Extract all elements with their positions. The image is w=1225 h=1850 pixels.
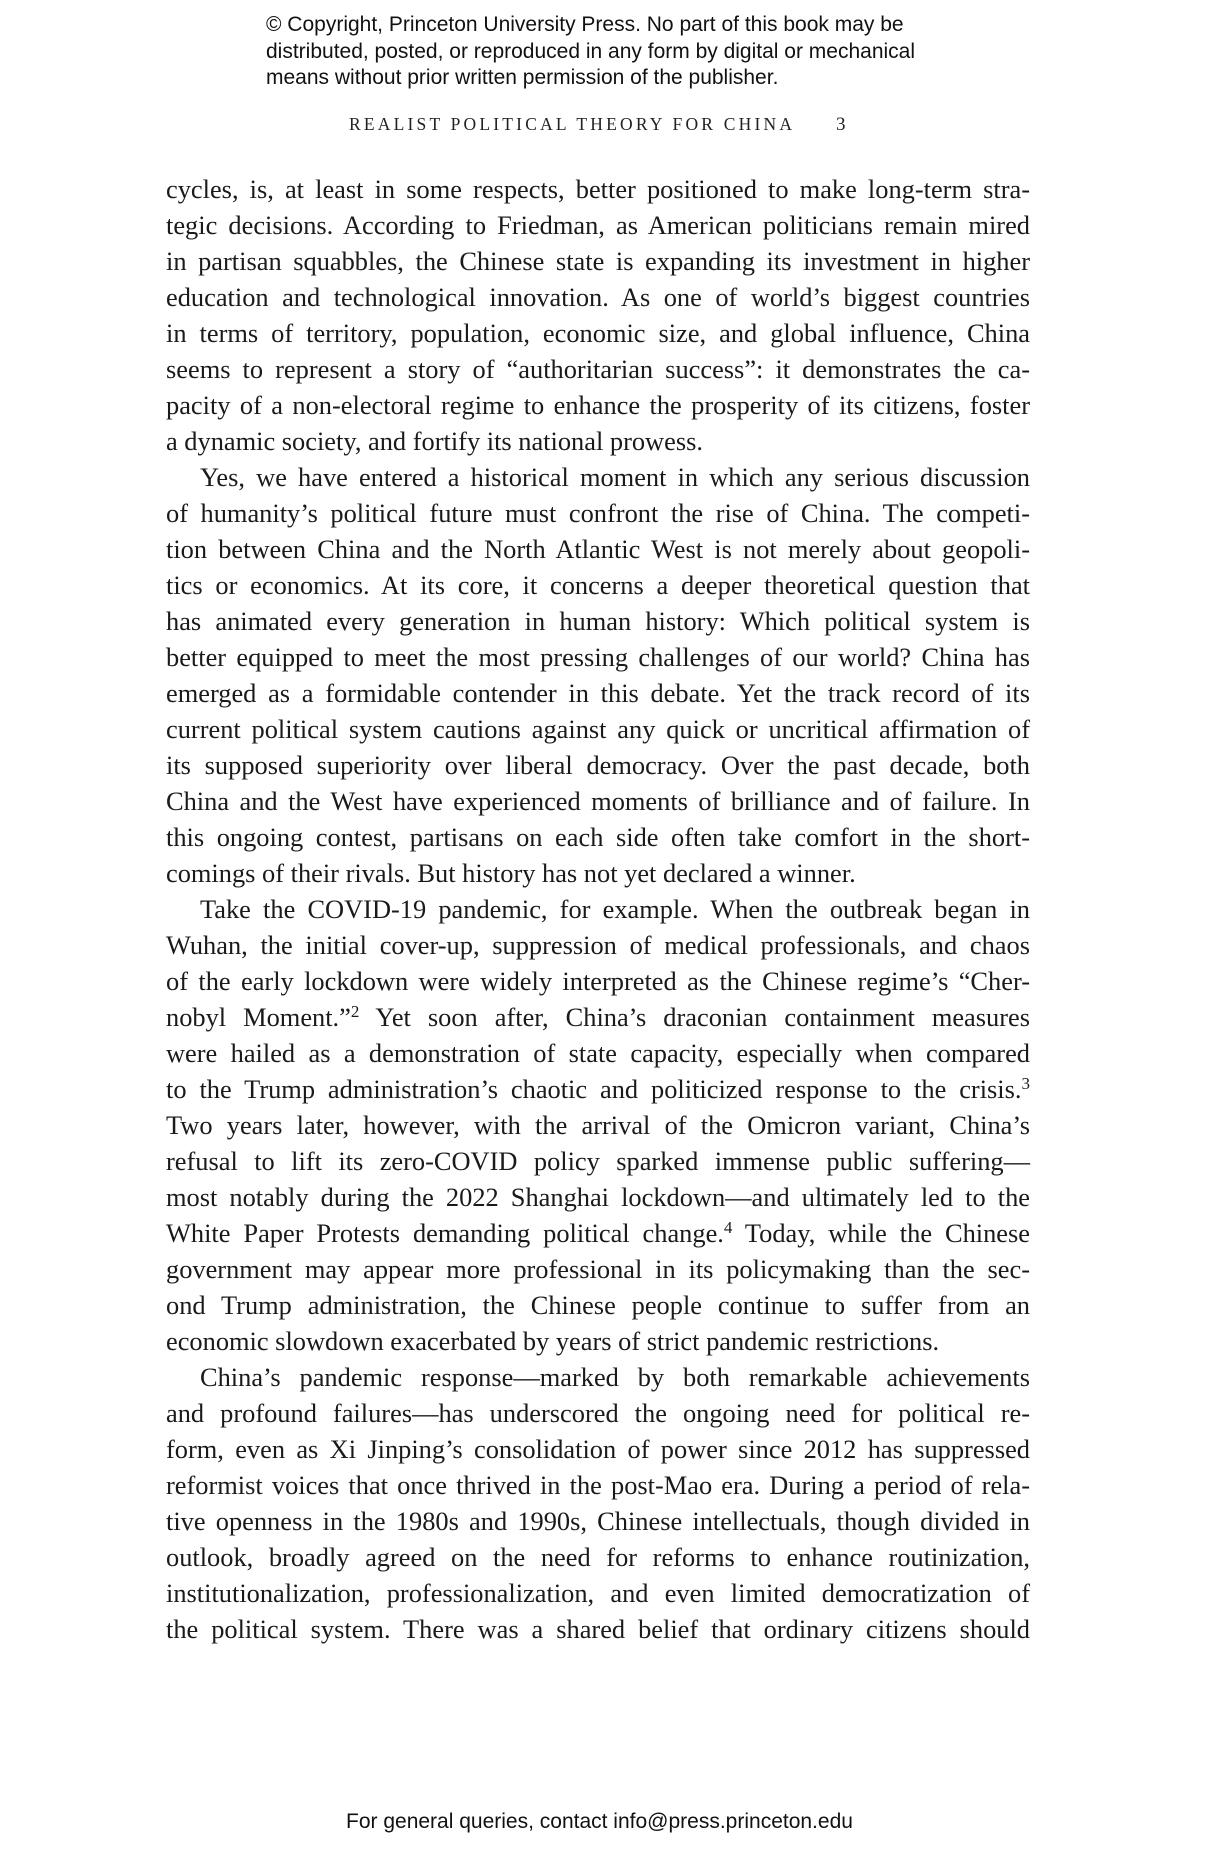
text-line: Two years later, however, with the arrival of the Omicron variant, China’s — [166, 1110, 1030, 1140]
text-line: comings of their rivals. But history has not yet declared a winner. — [166, 858, 856, 888]
text-line: Take the COVID-19 pandemic, for example. When the outbreak began in — [200, 894, 1030, 924]
footer-contact: For general queries, contact info@press.princeton.edu — [346, 1810, 853, 1833]
copyright-notice — [266, 12, 1026, 92]
paragraph-3 — [166, 891, 1030, 1359]
text-line: of humanity’s political future must confront the rise of China. The competi- — [166, 498, 1030, 528]
text-line: reformist voices that once thrived in the post-Mao era. During a period of rela- — [166, 1470, 1030, 1500]
text-line: and profound failures—has underscored the ongoing need for political re- — [166, 1398, 1030, 1428]
text-line: a dynamic society, and fortify its national prowess. — [166, 426, 703, 456]
text-line: education and technological innovation. As one of world’s biggest countries — [166, 282, 1030, 312]
text-line: this ongoing contest, partisans on each side often take comfort in the short- — [166, 822, 1030, 852]
text-segment: to the Trump administration’s chaotic and politicized response to the crisis. — [166, 1074, 1022, 1104]
text-line: economic slowdown exacerbated by years of strict pandemic restrictions. — [166, 1326, 940, 1356]
footnote-ref-2: 2 — [350, 1002, 360, 1021]
text-line: tics or economics. At its core, it concerns a deeper theoretical question that — [166, 570, 1030, 600]
text-segment: Today, while the Chinese — [732, 1218, 1030, 1248]
text-line: China’s pandemic response—marked by both remarkable achievements — [200, 1362, 1030, 1392]
text-line: China and the West have experienced moments of brilliance and of failure. In — [166, 786, 1030, 816]
text-line: Wuhan, the initial cover-up, suppression of medical professionals, and chaos — [166, 930, 1030, 960]
text-segment: nobyl Moment.” — [166, 1002, 351, 1032]
text-line: tion between China and the North Atlantic West is not merely about geopoli- — [166, 534, 1030, 564]
text-line: current political system cautions against any quick or uncritical affirmation of — [166, 714, 1030, 744]
copyright-line: distributed, posted, or reproduced in any form by digital or mechanical — [266, 39, 916, 63]
paragraph-1 — [166, 171, 1030, 459]
text-line: ond Trump administration, the Chinese people continue to suffer from an — [166, 1290, 1030, 1320]
text-line: Yes, we have entered a historical moment in which any serious discussion — [200, 462, 1030, 492]
text-line: tive openness in the 1980s and 1990s, Chinese intellectuals, though divided in — [166, 1506, 1030, 1536]
text-line: government may appear more professional in its policymaking than the sec- — [166, 1254, 1030, 1284]
text-line — [166, 1071, 1030, 1107]
running-head: REALIST POLITICAL THEORY FOR CHINA — [349, 114, 796, 134]
footnote-ref-3: 3 — [1021, 1074, 1030, 1093]
text-line: in partisan squabbles, the Chinese state is expanding its investment in higher — [166, 246, 1030, 276]
text-line: its supposed superiority over liberal democracy. Over the past decade, both — [166, 750, 1030, 780]
text-segment: White Paper Protests demanding political change. — [166, 1218, 724, 1248]
text-line: the political system. There was a shared belief that ordinary citizens should — [166, 1614, 1030, 1644]
text-line: pacity of a non-electoral regime to enhance the prosperity of its citizens, foster — [166, 390, 1030, 420]
text-line: most notably during the 2022 Shanghai lockdown—and ultimately led to the — [166, 1182, 1030, 1212]
text-line: of the early lockdown were widely interpreted as the Chinese regime’s “Cher- — [166, 966, 1030, 996]
text-line: in terms of territory, population, economic size, and global influence, China — [166, 318, 1030, 348]
text-line: seems to represent a story of “authoritarian success”: it demonstrates the ca- — [166, 354, 1030, 384]
text-line: institutionalization, professionalization, and even limited democratization of — [166, 1578, 1030, 1608]
text-segment: Yet soon after, China’s draconian containment measures — [359, 1002, 1031, 1032]
text-line: better equipped to meet the most pressing challenges of our world? China has — [166, 642, 1030, 672]
page-number: 3 — [836, 114, 846, 135]
copyright-line: © Copyright, Princeton University Press. No part of this book may be — [266, 13, 904, 36]
paragraph-2 — [166, 459, 1030, 891]
text-line: were hailed as a demonstration of state capacity, especially when compared — [166, 1038, 1030, 1068]
paragraph-4 — [166, 1359, 1030, 1647]
text-line: cycles, is, at least in some respects, better positioned to make long-term stra- — [166, 174, 1030, 204]
text-line — [166, 1215, 1030, 1251]
text-line: form, even as Xi Jinping’s consolidation of power since 2012 has suppressed — [166, 1434, 1030, 1464]
text-line: outlook, broadly agreed on the need for reforms to enhance routinization, — [166, 1542, 1030, 1572]
copyright-line: means without prior written permission of the publisher. — [266, 66, 779, 89]
text-line: refusal to lift its zero-COVID policy sparked immense public suffering— — [166, 1146, 1030, 1176]
text-line: has animated every generation in human history: Which political system is — [166, 606, 1030, 636]
text-line: emerged as a formidable contender in this debate. Yet the track record of its — [166, 678, 1030, 708]
text-line: tegic decisions. According to Friedman, as American politicians remain mired — [166, 210, 1030, 240]
footnote-ref-4: 4 — [723, 1218, 733, 1237]
text-line — [166, 999, 1030, 1035]
body-text — [166, 171, 1030, 1647]
